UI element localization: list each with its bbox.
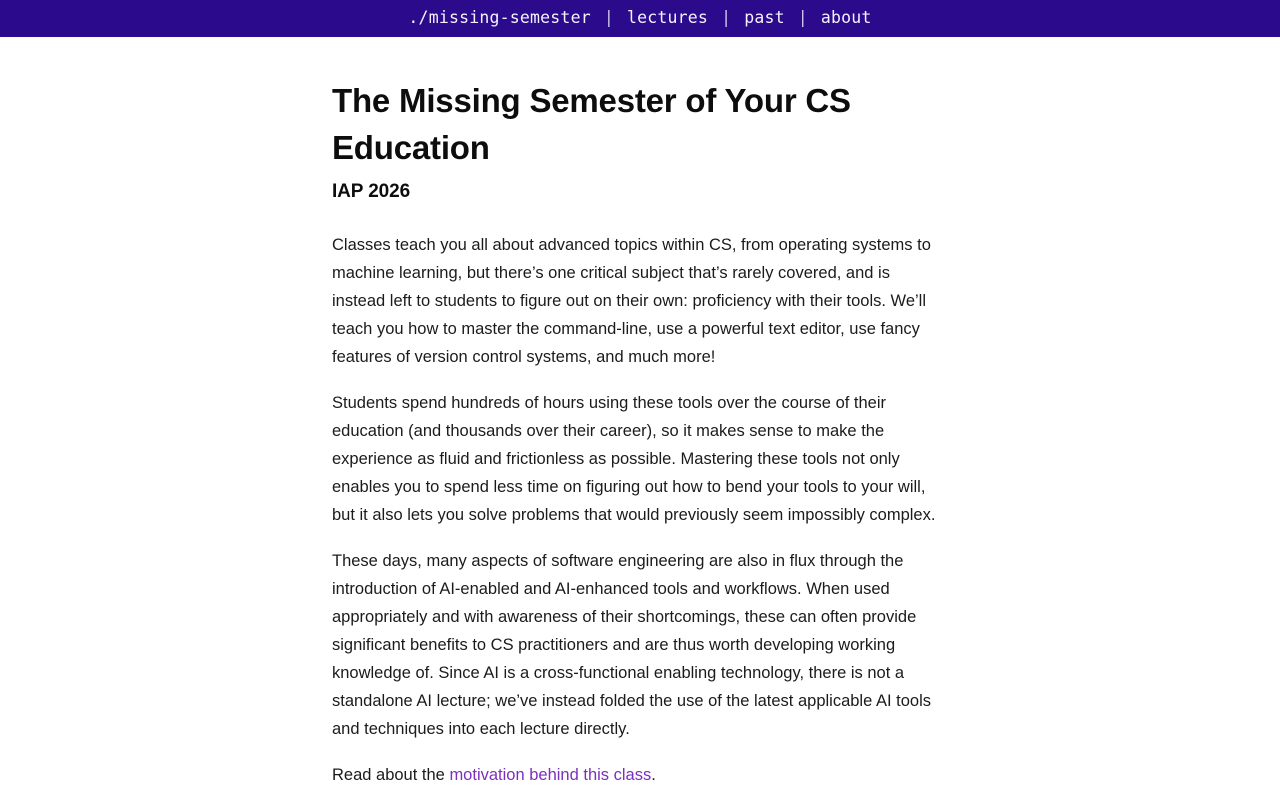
intro-paragraph-1: Classes teach you all about advanced topics within CS, from operating systems to machine learning, but there’s one critical subject that’s rarely covered, and is instead left to students to figure out on their own: proficiency with their tools. We’ll teach you how to master the command-line, use a powerful text editor, use fancy features of version control systems, and much more!	[332, 235, 931, 366]
nav-separator: |	[721, 8, 732, 28]
motivation-suffix: .	[651, 765, 656, 784]
motivation-link[interactable]: motivation behind this class	[449, 765, 652, 784]
nav-link-about[interactable]: about	[820, 8, 872, 28]
nav-link-past[interactable]: past	[744, 8, 785, 28]
page-subtitle: IAP 2026	[332, 180, 411, 202]
intro-paragraph-3: These days, many aspects of software engineering are also in flux through the introduction of AI-enabled and AI-enhanced tools and workflows. When used appropriately and with awareness of their shortcomings, these can often provide significant benefits to CS practitioners and are thus worth developing working knowledge of. Since AI is a cross-functional enabling technology, there is not a standalone AI lecture; we’ve instead folded the use of the latest applicable AI tools and techniques into each lecture directly.	[332, 551, 931, 738]
intro-paragraph-2: Students spend hundreds of hours using these tools over the course of their education (and thousands over their career), so it makes sense to make the experience as fluid and frictionless as possible. Mastering these tools not only enables you to spend less time on figuring out how to bend your tools to your will, but it also lets you solve problems that would previously seem impossibly complex.	[332, 393, 936, 524]
motivation-line	[332, 761, 945, 789]
content-column	[332, 78, 945, 789]
page-body	[0, 37, 1280, 789]
nav-separator: |	[603, 8, 614, 28]
navbar-links	[406, 10, 873, 27]
nav-link-home[interactable]: ./missing-semester	[408, 8, 591, 28]
nav-separator: |	[797, 8, 808, 28]
page-title: The Missing Semester of Your CS Education	[332, 82, 851, 166]
nav-link-lectures[interactable]: lectures	[626, 8, 709, 28]
site-navbar	[0, 0, 1280, 37]
motivation-prefix: Read about the	[332, 765, 450, 784]
